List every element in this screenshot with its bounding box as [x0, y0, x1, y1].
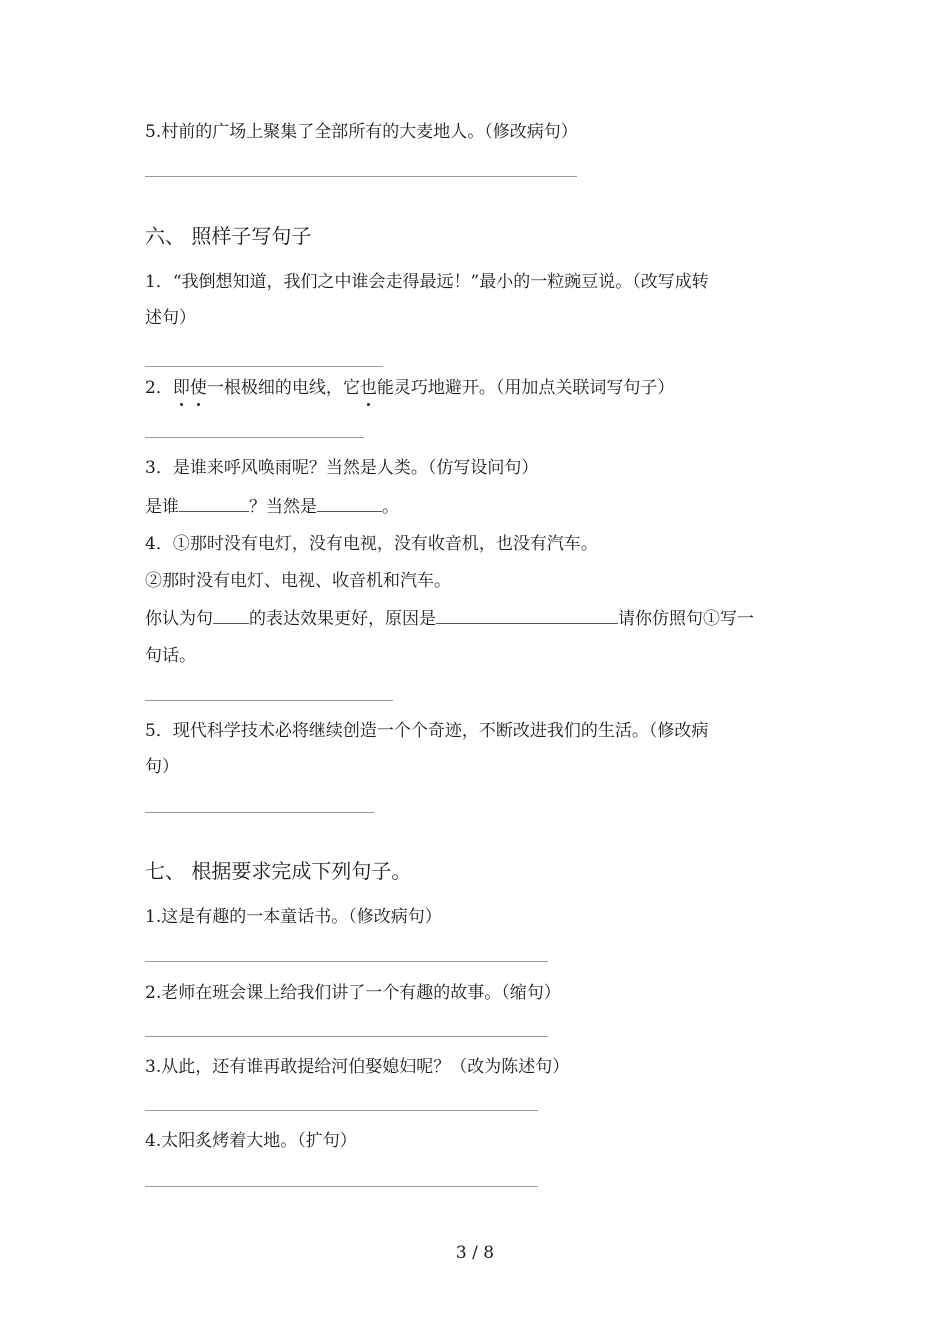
dotted-char: 使: [189, 378, 207, 398]
fill-blank[interactable]: [317, 495, 382, 512]
s7-question-3: 3.从此，还有谁再敢提给河伯娶媳妇呢？（改为陈述句）: [145, 1057, 570, 1077]
page-number: 3 / 8: [455, 1243, 495, 1263]
fill-text: 是谁: [145, 497, 179, 517]
q2-prefix: 2．: [145, 378, 173, 398]
answer-line[interactable]: [145, 961, 548, 962]
s6-question-2: [145, 377, 674, 399]
answer-line[interactable]: [145, 700, 393, 701]
s6-question-4: 4．①那时没有电灯，没有电视，没有收音机，也没有汽车。: [145, 534, 598, 554]
q2-mid: 一根极细的电线，它: [206, 378, 360, 398]
s7-question-1: 1.这是有趣的一本童话书。（修改病句）: [145, 907, 442, 927]
answer-line[interactable]: [145, 812, 374, 813]
answer-line[interactable]: [145, 366, 383, 367]
s6-question-3-fill: [145, 495, 399, 518]
s6-question-4-fill: [145, 607, 754, 630]
question-5-prev: 5.村前的广场上聚集了全部所有的大麦地人。（修改病句）: [145, 122, 578, 142]
dotted-char: 即: [172, 378, 190, 398]
fill-blank[interactable]: [179, 495, 249, 512]
s6-question-4-sentence-2: ②那时没有电灯、电视、收音机和汽车。: [145, 571, 451, 591]
fill-text: ？当然是: [249, 497, 317, 517]
s6-question-3: 3．是谁来呼风唤雨呢？当然是人类。（仿写设问句）: [145, 458, 539, 478]
s7-question-4: 4.太阳炙烤着大地。（扩句）: [145, 1131, 357, 1151]
s7-question-2: 2.老师在班会课上给我们讲了一个有趣的故事。（缩句）: [145, 983, 561, 1003]
s6-question-4-cont: 句话。: [145, 646, 196, 666]
s6-question-5: 5．现代科学技术必将继续创造一个个奇迹，不断改进我们的生活。（修改病: [145, 721, 709, 741]
s6-question-5-cont: 句）: [145, 757, 179, 777]
s6-question-1-cont: 述句）: [145, 308, 196, 328]
dotted-char: 也: [359, 378, 377, 398]
q2-suffix: 能灵巧地避开。（用加点关联词写句子）: [376, 378, 675, 398]
answer-line[interactable]: [145, 176, 577, 177]
section-7-title: 七、 根据要求完成下列句子。: [145, 859, 412, 883]
fill-blank[interactable]: [213, 607, 249, 624]
fill-text: 的表达效果更好，原因是: [249, 609, 436, 629]
s6-question-1: 1．“我倒想知道，我们之中谁会走得最远！”最小的一粒豌豆说。（改写成转: [145, 272, 709, 292]
answer-line[interactable]: [145, 1110, 538, 1111]
fill-text: 你认为句: [145, 609, 213, 629]
section-6-title: 六、 照样子写句子: [145, 224, 312, 248]
fill-text: 。: [382, 497, 399, 517]
answer-line[interactable]: [145, 1036, 548, 1037]
answer-line[interactable]: [145, 437, 364, 438]
fill-text: 请你仿照句①写一: [618, 609, 754, 629]
fill-blank[interactable]: [436, 607, 618, 624]
answer-line[interactable]: [145, 1186, 538, 1187]
